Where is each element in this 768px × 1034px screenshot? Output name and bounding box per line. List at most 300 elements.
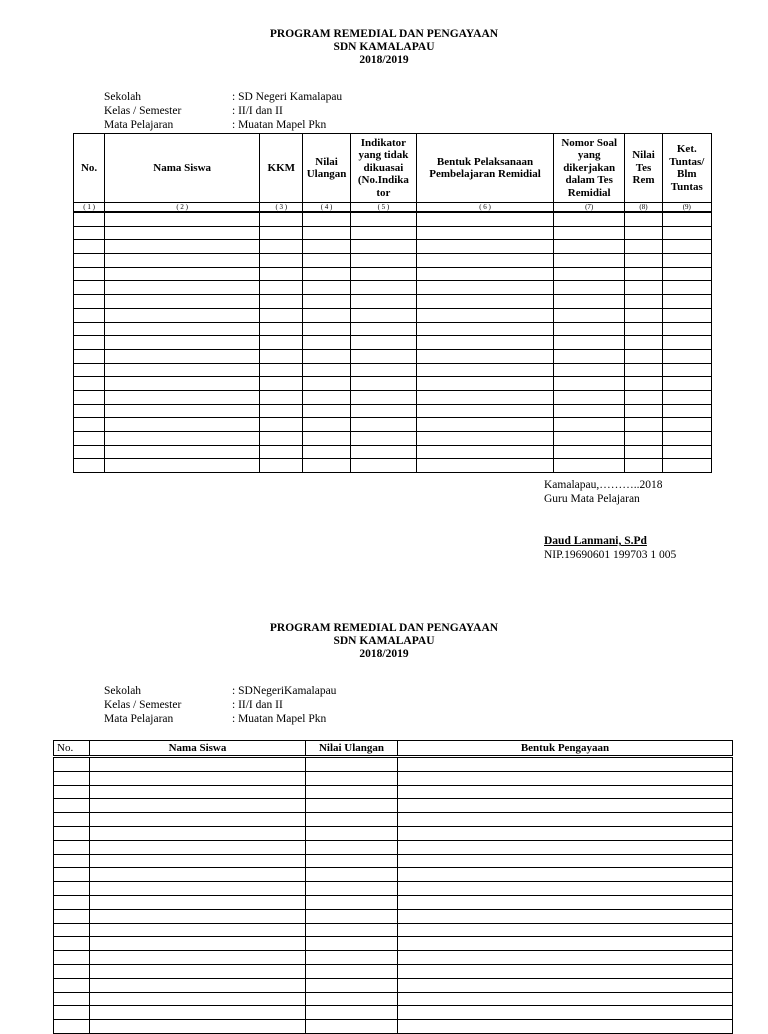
table-cell — [553, 295, 624, 309]
info-label: Sekolah — [104, 91, 142, 103]
table-cell — [350, 349, 416, 363]
table-cell — [417, 226, 554, 240]
table-cell — [105, 308, 260, 322]
table-cell — [398, 785, 733, 799]
table-row — [54, 923, 733, 937]
col-header-ket: Ket. Tuntas/ Blm Tuntas — [662, 134, 711, 203]
table-cell — [105, 349, 260, 363]
title-line: 2018/2019 — [359, 54, 409, 66]
table-cell — [625, 322, 662, 336]
table-cell — [54, 951, 90, 965]
remedial-table — [73, 133, 712, 473]
table-cell — [74, 432, 105, 446]
table-cell — [662, 267, 711, 281]
table-cell — [350, 390, 416, 404]
table-cell — [303, 322, 350, 336]
table-cell — [260, 336, 303, 350]
table-cell — [398, 771, 733, 785]
table-cell — [54, 964, 90, 978]
table-cell — [306, 937, 398, 951]
table-row — [54, 840, 733, 854]
enrichment-table-body — [54, 757, 733, 1034]
table-cell — [625, 363, 662, 377]
table-cell — [260, 322, 303, 336]
table-cell — [553, 226, 624, 240]
table-cell — [417, 295, 554, 309]
table-row — [74, 445, 712, 459]
table-cell — [260, 226, 303, 240]
table-cell — [306, 964, 398, 978]
table-cell — [625, 432, 662, 446]
section1-title — [0, 28, 768, 67]
col-header-kkm: KKM — [260, 134, 303, 203]
table-cell — [74, 322, 105, 336]
table-cell — [303, 404, 350, 418]
table-cell — [306, 895, 398, 909]
col-header-nilai-ulangan: Nilai Ulangan — [306, 741, 398, 757]
table-cell — [306, 1020, 398, 1034]
table-cell — [303, 240, 350, 254]
table-cell — [398, 826, 733, 840]
table-cell — [398, 923, 733, 937]
table-cell — [260, 459, 303, 473]
col-header-indikator: Indikator yang tidak dikuasai (No.Indika tor — [350, 134, 416, 203]
info-value: : SD Negeri Kamalapau — [232, 91, 343, 103]
enrichment-table — [53, 740, 733, 1034]
table-cell — [303, 212, 350, 226]
table-cell — [306, 909, 398, 923]
table-cell — [625, 212, 662, 226]
table-cell — [303, 349, 350, 363]
table-cell — [662, 295, 711, 309]
info-label: Mata Pelajaran — [104, 713, 174, 725]
signer-role: Guru Mata Pelajaran — [544, 493, 640, 505]
signer-name: Daud Lanmani, S.Pd — [544, 535, 647, 547]
col-number: (9) — [662, 203, 711, 213]
table-cell — [105, 322, 260, 336]
table-cell — [553, 212, 624, 226]
table-cell — [90, 757, 306, 772]
table-cell — [398, 992, 733, 1006]
table-cell — [74, 363, 105, 377]
table-row — [54, 882, 733, 896]
table-cell — [417, 432, 554, 446]
table-cell — [350, 418, 416, 432]
table-cell — [105, 240, 260, 254]
table-cell — [306, 757, 398, 772]
table-row — [54, 909, 733, 923]
table-cell — [662, 322, 711, 336]
table-cell — [625, 295, 662, 309]
table-cell — [105, 212, 260, 226]
info-value: : Muatan Mapel Pkn — [232, 119, 327, 131]
table-row — [54, 951, 733, 965]
table-row — [54, 785, 733, 799]
table-cell — [553, 281, 624, 295]
table-cell — [625, 418, 662, 432]
col-header-nama-siswa: Nama Siswa — [105, 134, 260, 203]
table-cell — [350, 267, 416, 281]
table-cell — [54, 992, 90, 1006]
table-cell — [90, 785, 306, 799]
table-cell — [662, 281, 711, 295]
table-cell — [74, 390, 105, 404]
table-cell — [625, 390, 662, 404]
table-row — [74, 267, 712, 281]
table-cell — [662, 336, 711, 350]
table-cell — [350, 226, 416, 240]
table-cell — [260, 281, 303, 295]
table-row — [74, 240, 712, 254]
table-cell — [74, 240, 105, 254]
table-cell — [306, 826, 398, 840]
title-line: SDN KAMALAPAU — [333, 41, 435, 53]
table-cell — [398, 937, 733, 951]
table-cell — [54, 771, 90, 785]
table-cell — [260, 377, 303, 391]
table-cell — [260, 212, 303, 226]
table-cell — [306, 771, 398, 785]
table-cell — [398, 1006, 733, 1020]
place-date: Kamalapau,………..2018 — [544, 479, 663, 491]
table-cell — [417, 349, 554, 363]
table-cell — [398, 964, 733, 978]
table-cell — [350, 212, 416, 226]
table-cell — [105, 267, 260, 281]
table-cell — [90, 1006, 306, 1020]
table-cell — [306, 840, 398, 854]
table-cell — [553, 240, 624, 254]
table-cell — [350, 377, 416, 391]
col-number: ( 3 ) — [260, 203, 303, 213]
table-cell — [260, 295, 303, 309]
table-cell — [306, 882, 398, 896]
table-cell — [306, 813, 398, 827]
table-row — [74, 363, 712, 377]
table-cell — [74, 212, 105, 226]
signature-block — [544, 478, 676, 562]
table-cell — [260, 254, 303, 268]
col-number: ( 1 ) — [74, 203, 105, 213]
table-cell — [90, 909, 306, 923]
col-header-nama-siswa: Nama Siswa — [90, 741, 306, 757]
title-line: SDN KAMALAPAU — [333, 635, 435, 647]
table-cell — [54, 978, 90, 992]
table-cell — [105, 254, 260, 268]
table-cell — [625, 336, 662, 350]
table-row — [74, 418, 712, 432]
table-cell — [74, 404, 105, 418]
table-cell — [54, 1006, 90, 1020]
table-row — [54, 813, 733, 827]
table-cell — [553, 336, 624, 350]
title-line: PROGRAM REMEDIAL DAN PENGAYAAN — [269, 622, 499, 634]
table-cell — [260, 363, 303, 377]
table-cell — [306, 799, 398, 813]
table-cell — [350, 322, 416, 336]
table-cell — [417, 445, 554, 459]
table-cell — [662, 418, 711, 432]
table-cell — [625, 226, 662, 240]
table-cell — [260, 418, 303, 432]
table-cell — [662, 404, 711, 418]
table-cell — [625, 240, 662, 254]
table-cell — [417, 281, 554, 295]
table-cell — [54, 909, 90, 923]
table-cell — [662, 226, 711, 240]
table-cell — [306, 868, 398, 882]
table-cell — [260, 308, 303, 322]
table-row — [54, 799, 733, 813]
table-cell — [90, 992, 306, 1006]
table-cell — [306, 1006, 398, 1020]
table-cell — [398, 1020, 733, 1034]
table-cell — [90, 813, 306, 827]
table-cell — [625, 404, 662, 418]
table-cell — [417, 363, 554, 377]
table-cell — [260, 445, 303, 459]
table-cell — [662, 349, 711, 363]
table-cell — [74, 267, 105, 281]
table-cell — [553, 267, 624, 281]
table-cell — [54, 854, 90, 868]
table-cell — [553, 322, 624, 336]
signer-nip: NIP.19690601 199703 1 005 — [544, 549, 677, 561]
table-row — [74, 295, 712, 309]
table-cell — [74, 336, 105, 350]
table-cell — [90, 799, 306, 813]
table-cell — [74, 281, 105, 295]
table-cell — [398, 868, 733, 882]
table-cell — [306, 992, 398, 1006]
table-cell — [306, 785, 398, 799]
table-cell — [74, 295, 105, 309]
table-cell — [54, 757, 90, 772]
table-cell — [662, 377, 711, 391]
table-cell — [350, 363, 416, 377]
table-cell — [350, 459, 416, 473]
table-cell — [417, 212, 554, 226]
table-cell — [105, 377, 260, 391]
table-cell — [306, 978, 398, 992]
col-header-no: No. — [74, 134, 105, 203]
table-cell — [417, 377, 554, 391]
table-cell — [625, 349, 662, 363]
table-cell — [553, 254, 624, 268]
table-cell — [54, 882, 90, 896]
table-cell — [417, 240, 554, 254]
table-cell — [553, 404, 624, 418]
table-cell — [54, 840, 90, 854]
table-cell — [553, 432, 624, 446]
table-cell — [105, 445, 260, 459]
table-cell — [260, 240, 303, 254]
info-value: : II/I dan II — [232, 105, 283, 117]
table-cell — [303, 459, 350, 473]
table-cell — [398, 799, 733, 813]
table-cell — [417, 418, 554, 432]
table-row — [54, 771, 733, 785]
section2-info — [104, 684, 336, 726]
table-cell — [662, 254, 711, 268]
col-number: ( 2 ) — [105, 203, 260, 213]
table-row — [74, 349, 712, 363]
col-number: (7) — [553, 203, 624, 213]
table-cell — [74, 226, 105, 240]
table-cell — [306, 854, 398, 868]
info-value: : Muatan Mapel Pkn — [232, 713, 327, 725]
table-cell — [90, 937, 306, 951]
table-cell — [350, 295, 416, 309]
table-cell — [398, 854, 733, 868]
table-cell — [303, 336, 350, 350]
table-cell — [398, 951, 733, 965]
table-cell — [54, 895, 90, 909]
table-row — [54, 757, 733, 772]
table-row — [54, 1020, 733, 1034]
col-header-no: No. — [54, 741, 90, 757]
table-cell — [625, 377, 662, 391]
table-cell — [553, 445, 624, 459]
table-cell — [260, 267, 303, 281]
table-cell — [90, 978, 306, 992]
table-cell — [74, 254, 105, 268]
table-cell — [553, 377, 624, 391]
info-label: Kelas / Semester — [104, 699, 182, 711]
table-cell — [625, 308, 662, 322]
table-cell — [74, 349, 105, 363]
table-cell — [398, 813, 733, 827]
table-cell — [303, 377, 350, 391]
table-cell — [303, 432, 350, 446]
table-cell — [553, 363, 624, 377]
table-cell — [350, 445, 416, 459]
col-header-nilai-tes-rem: Nilai Tes Rem — [625, 134, 662, 203]
table-cell — [398, 882, 733, 896]
table-cell — [74, 308, 105, 322]
table-row — [54, 1006, 733, 1020]
table-cell — [625, 254, 662, 268]
table-row — [74, 281, 712, 295]
table-cell — [105, 295, 260, 309]
table-row — [54, 826, 733, 840]
info-label: Sekolah — [104, 685, 142, 697]
table-row — [74, 226, 712, 240]
table-cell — [662, 390, 711, 404]
title-line: PROGRAM REMEDIAL DAN PENGAYAAN — [269, 28, 499, 40]
table-cell — [662, 445, 711, 459]
table-cell — [303, 267, 350, 281]
table-cell — [417, 336, 554, 350]
table-cell — [398, 978, 733, 992]
col-number: ( 6 ) — [417, 203, 554, 213]
table-cell — [303, 418, 350, 432]
table-cell — [54, 799, 90, 813]
info-value: : II/I dan II — [232, 699, 283, 711]
remedial-table-body — [74, 212, 712, 473]
table-cell — [398, 909, 733, 923]
table-row — [54, 937, 733, 951]
table-cell — [417, 322, 554, 336]
table-cell — [105, 226, 260, 240]
table-row — [74, 212, 712, 226]
table-cell — [417, 267, 554, 281]
table-row — [54, 992, 733, 1006]
table-cell — [105, 336, 260, 350]
table-cell — [260, 390, 303, 404]
table-cell — [625, 445, 662, 459]
table-row — [74, 308, 712, 322]
table-cell — [553, 349, 624, 363]
col-header-nilai-ulangan: Nilai Ulangan — [303, 134, 350, 203]
table-row — [74, 459, 712, 473]
table-cell — [74, 459, 105, 473]
table-cell — [662, 432, 711, 446]
title-line: 2018/2019 — [359, 648, 409, 660]
table-cell — [303, 295, 350, 309]
table-cell — [260, 404, 303, 418]
table-cell — [625, 281, 662, 295]
table-cell — [90, 951, 306, 965]
table-row — [74, 322, 712, 336]
table-cell — [54, 826, 90, 840]
info-label: Kelas / Semester — [104, 105, 182, 117]
table-cell — [90, 840, 306, 854]
table-cell — [662, 212, 711, 226]
table-cell — [105, 363, 260, 377]
table-cell — [350, 432, 416, 446]
table-cell — [350, 404, 416, 418]
table-cell — [303, 445, 350, 459]
table-cell — [74, 377, 105, 391]
table-cell — [54, 785, 90, 799]
info-value: : SDNegeriKamalapau — [232, 685, 337, 697]
table-cell — [398, 895, 733, 909]
table-cell — [350, 240, 416, 254]
table-cell — [260, 349, 303, 363]
table-cell — [90, 1020, 306, 1034]
section2-title — [0, 622, 768, 661]
table-cell — [105, 390, 260, 404]
table-cell — [105, 459, 260, 473]
table-row — [74, 390, 712, 404]
table-cell — [105, 418, 260, 432]
table-cell — [662, 363, 711, 377]
table-row — [54, 854, 733, 868]
table-cell — [54, 813, 90, 827]
table-cell — [625, 459, 662, 473]
table-cell — [662, 240, 711, 254]
table-cell — [90, 895, 306, 909]
col-header-nomor-soal: Nomor Soal yang dikerjakan dalam Tes Remidial — [553, 134, 624, 203]
table-row — [74, 254, 712, 268]
table-cell — [303, 254, 350, 268]
table-cell — [90, 882, 306, 896]
table-cell — [350, 254, 416, 268]
col-number: ( 4 ) — [303, 203, 350, 213]
col-number: (8) — [625, 203, 662, 213]
table-cell — [90, 923, 306, 937]
table-cell — [553, 308, 624, 322]
table-cell — [74, 445, 105, 459]
table-cell — [398, 840, 733, 854]
table-row — [74, 336, 712, 350]
table-cell — [303, 363, 350, 377]
table-row — [54, 978, 733, 992]
col-header-bentuk-pelaksanaan: Bentuk Pelaksanaan Pembelajaran Remidial — [417, 134, 554, 203]
table-cell — [553, 459, 624, 473]
table-cell — [74, 418, 105, 432]
